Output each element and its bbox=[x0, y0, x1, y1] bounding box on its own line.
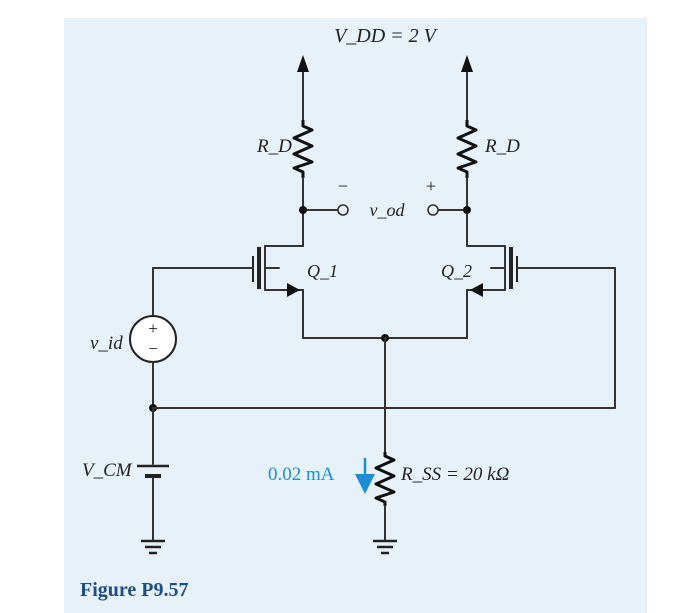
vid-label: v_id bbox=[90, 333, 123, 354]
vcm-label: V_CM bbox=[82, 460, 132, 481]
junction-drain-right bbox=[463, 206, 471, 214]
rss-label: R_SS = 20 kΩ bbox=[401, 464, 510, 485]
vdd-arrow-left bbox=[297, 55, 309, 120]
vid-plus-label: + bbox=[148, 319, 158, 338]
vid-minus-label: − bbox=[148, 339, 158, 358]
figure-caption: Figure P9.57 bbox=[80, 579, 189, 601]
transistor-q1 bbox=[253, 246, 303, 297]
vod-plus-label: + bbox=[425, 176, 437, 196]
ground-right-icon bbox=[373, 541, 397, 553]
vod-terminal-plus bbox=[428, 205, 438, 215]
transistor-q2 bbox=[467, 246, 517, 297]
current-label: 0.02 mA bbox=[268, 464, 335, 485]
vdd-arrow-right bbox=[461, 55, 473, 120]
ground-left-icon bbox=[141, 541, 165, 553]
vod-label: v_od bbox=[369, 200, 405, 220]
resistor-rss bbox=[376, 452, 394, 506]
q2-label: Q_2 bbox=[441, 261, 472, 281]
vod-terminal-minus bbox=[338, 205, 348, 215]
vdd-label: V_DD = 2 V bbox=[334, 25, 436, 47]
resistor-rd-left bbox=[294, 120, 312, 178]
q1-label: Q_1 bbox=[307, 261, 338, 281]
vcm-battery bbox=[137, 466, 169, 476]
vod-minus-label: − bbox=[337, 176, 349, 196]
rd-left-label: R_D bbox=[257, 136, 292, 157]
resistor-rd-right bbox=[458, 120, 476, 178]
rd-right-label: R_D bbox=[485, 136, 520, 157]
junction-drain-left bbox=[299, 206, 307, 214]
